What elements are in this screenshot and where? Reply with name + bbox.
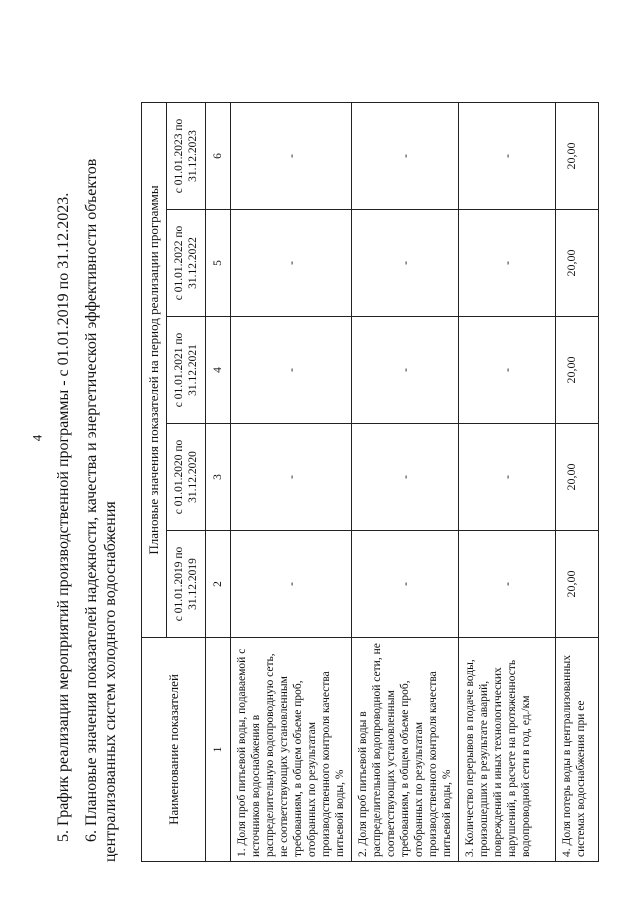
indicators-table <box>141 102 599 862</box>
indicator-value: - <box>352 424 459 531</box>
indicator-value: - <box>352 210 459 317</box>
indicator-value: 20,00 <box>556 210 599 317</box>
indicator-value: - <box>459 103 556 210</box>
name-column-header: Наименование показателей <box>142 638 206 862</box>
column-number-row <box>206 103 231 862</box>
indicator-value: - <box>352 531 459 638</box>
period-column-2022: с 01.01.2022 по 31.12.2022 <box>167 210 206 317</box>
indicator-name: 2. Доля проб питьевой воды в распределительной водопроводной сети, не соответствующих установленным требованиям, в общем объеме проб, отобранных по результатам производственного контроля качества питьевой воды, % <box>352 638 459 862</box>
section-6-heading-line2: централизованных систем холодного водоснабжения <box>102 501 119 862</box>
period-column-2021: с 01.01.2021 по 31.12.2021 <box>167 317 206 424</box>
page-number: 4 <box>29 434 45 442</box>
section-5-heading: 5. График реализации мероприятий производственной программы - с 01.01.2019 по 31.12.2023. <box>55 192 72 842</box>
column-number: 5 <box>206 210 231 317</box>
column-number: 2 <box>206 531 231 638</box>
section-6-heading <box>82 142 120 862</box>
column-number: 3 <box>206 424 231 531</box>
table-header-row <box>142 103 167 862</box>
indicator-value: - <box>459 210 556 317</box>
table-row <box>556 103 599 862</box>
column-number: 1 <box>206 638 231 862</box>
indicator-value: 20,00 <box>556 317 599 424</box>
indicator-value: - <box>459 424 556 531</box>
indicator-value: - <box>352 317 459 424</box>
column-number: 6 <box>206 103 231 210</box>
indicator-value: - <box>231 103 352 210</box>
indicator-name: 3. Количество перерывов в подаче воды, произошедших в результате аварий, повреждений и иных технологических нарушений, в расчете на протяженность водопроводной сети в год, ед./км <box>459 638 556 862</box>
indicator-value: 20,00 <box>556 424 599 531</box>
section-6-heading-line1: 6. Плановые значения показателей надежности, качества и энергетической эффективности объектов <box>83 158 100 842</box>
period-header: Плановые значения показателей на период реализации программы <box>142 103 167 638</box>
indicator-value: 20,00 <box>556 103 599 210</box>
indicator-value: 20,00 <box>556 531 599 638</box>
indicator-value: - <box>231 317 352 424</box>
table-row <box>352 103 459 862</box>
period-column-2023: с 01.01.2023 по 31.12.2023 <box>167 103 206 210</box>
rotated-page-content <box>55 82 615 862</box>
column-number: 4 <box>206 317 231 424</box>
table-row <box>231 103 352 862</box>
indicator-value: - <box>231 531 352 638</box>
indicator-name: 4. Доля потерь воды в централизованных системах водоснабжения при ее <box>556 638 599 862</box>
indicator-value: - <box>459 531 556 638</box>
table-row <box>459 103 556 862</box>
indicator-value: - <box>231 210 352 317</box>
indicator-value: - <box>352 103 459 210</box>
period-column-2020: с 01.01.2020 по 31.12.2020 <box>167 424 206 531</box>
indicator-value: - <box>459 317 556 424</box>
period-column-2019: с 01.01.2019 по 31.12.2019 <box>167 531 206 638</box>
indicator-name: 1. Доля проб питьевой воды, подаваемой с источников водоснабжения в распределительную водопроводную сеть, не соответствующих установленным требованиям, в общем объеме проб, отобранных по результатам производственного контроля качества питьевой воды, % <box>231 638 352 862</box>
indicator-value: - <box>231 424 352 531</box>
